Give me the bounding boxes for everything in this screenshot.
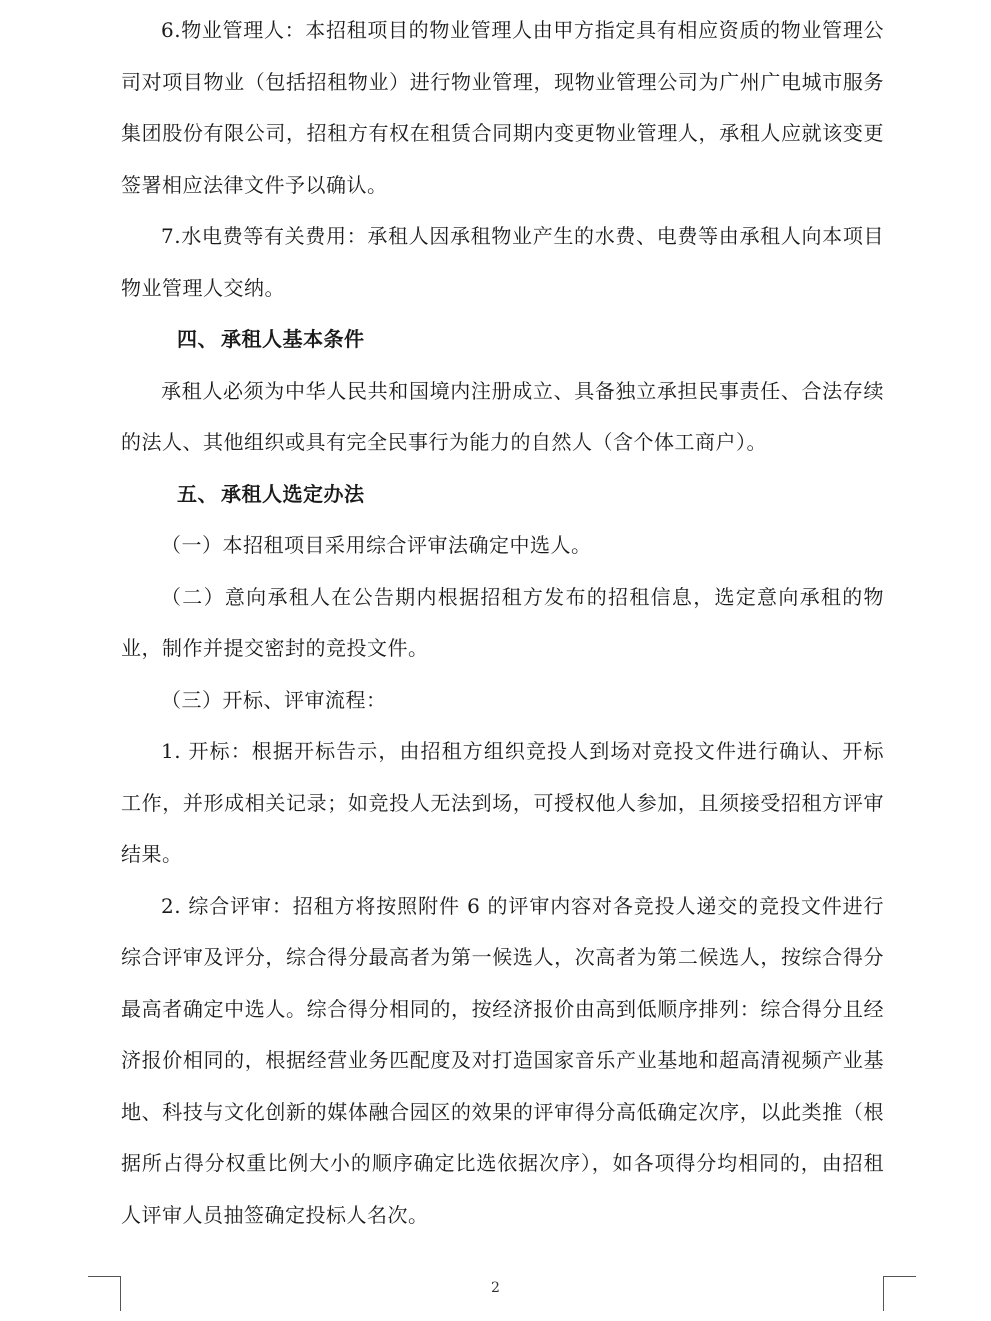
paragraph-comprehensive-review: 2. 综合评审：招租方将按照附件 6 的评审内容对各竞投人递交的竞投文件进行综合评审及评分，综合得分最高者为第一候选人，次高者为第二候选人，按综合得分最高者确定中选人。综合得分相同的，按经济报价由高到低顺序排列：综合得分且经济报价相同的，根据经营业务匹配度及对打造国家音乐产业基地和超高清视频产业基地、科技与文化创新的媒体融合园区的效果的评审得分高低确定次序，以此类推（根据所占得分权重比例大小的顺序确定比选依据次序），如各项得分均相同的，由招租人评审人员抽签确定投标人名次。 [121, 893, 884, 1227]
section-number-4: 四、 [177, 327, 218, 351]
section-title-5: 承租人选定办法 [221, 481, 365, 506]
paragraph-property-manager: 6.物业管理人：本招租项目的物业管理人由甲方指定具有相应资质的物业管理公司对项目物业（包括招租物业）进行物业管理，现物业管理公司为广州广电城市服务集团股份有限公司，招租方有权在租赁合同期内变更物业管理人，承租人应就该变更签署相应法律文件予以确认。 [121, 18, 884, 197]
paragraph-bid-submission: （二）意向承租人在公告期内根据招租方发布的招租信息，选定意向承租的物业，制作并提交密封的竞投文件。 [121, 584, 884, 660]
paragraph-lessee-conditions: 承租人必须为中华人民共和国境内注册成立、具备独立承担民事责任、合法存续的法人、其他组织或具有完全民事行为能力的自然人（含个体工商户）。 [121, 378, 884, 454]
section-heading-5 [121, 469, 884, 521]
section-number-5: 五、 [177, 481, 218, 506]
page-number: 2 [491, 1280, 500, 1296]
paragraph-bid-opening: 1. 开标：根据开标告示，由招租方组织竞投人到场对竞投文件进行确认、开标工作，并形成相关记录；如竞投人无法到场，可授权他人参加，且须接受招租方评审结果。 [121, 739, 884, 866]
paragraph-selection-method: （一）本招租项目采用综合评审法确定中选人。 [161, 533, 592, 557]
section-heading-4 [121, 314, 884, 366]
paragraph-process-heading: （三）开标、评审流程： [161, 687, 387, 712]
section-title-4: 承租人基本条件 [221, 327, 365, 351]
paragraph-utility-fees: 7.水电费等有关费用：承租人因承租物业产生的水费、电费等由承租人向本项目物业管理人交纳。 [121, 224, 884, 300]
document-body [121, 5, 884, 1241]
